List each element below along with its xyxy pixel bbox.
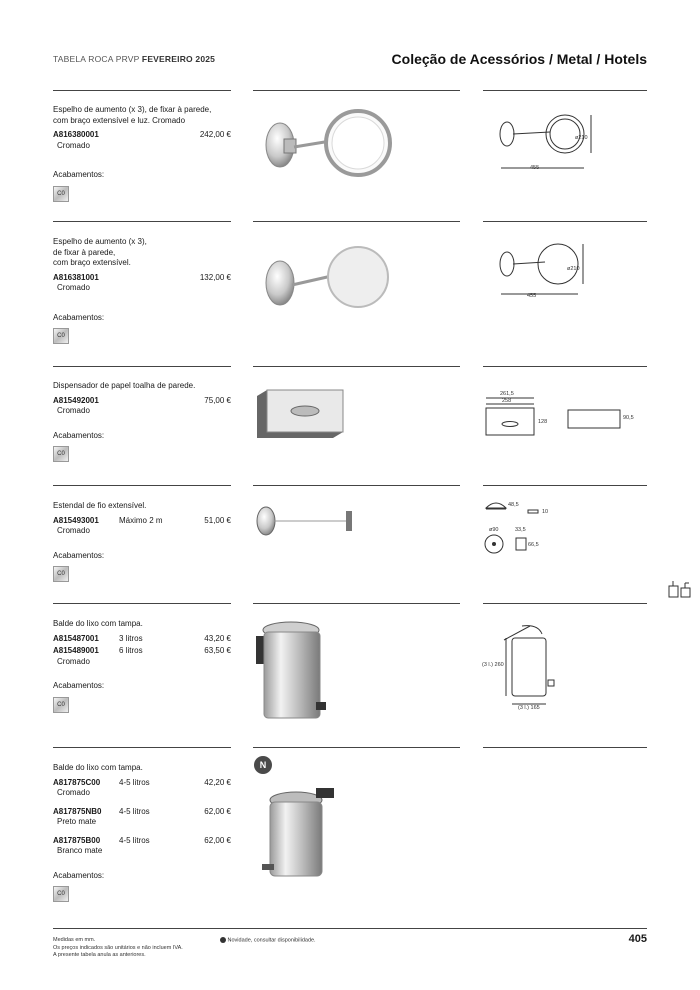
dimension-label: 455 (527, 293, 537, 299)
product-description: Espelho de aumento (x 3), de fixar à parede, com braço extensível e luz. Cromado (53, 105, 212, 125)
product-price: 51,00 € (204, 515, 231, 525)
divider (53, 603, 231, 604)
divider (483, 366, 647, 367)
finish-swatch[interactable]: C0 (53, 186, 69, 202)
divider (253, 485, 460, 486)
dimension-label: (3 l.) 165 (518, 705, 540, 711)
product-finish: Cromado (57, 406, 90, 415)
dimension-label: 33,5 (515, 527, 526, 533)
product-price: 43,20 € (204, 633, 231, 643)
product-section-mirror-light (53, 105, 231, 202)
dimension-label: ø90 (489, 527, 499, 533)
product-code: A817875C00 (53, 777, 101, 787)
product-capacity: 3 litros (119, 633, 143, 643)
finishes-label: Acabamentos: (53, 312, 105, 322)
divider (253, 221, 460, 222)
towel-dispenser-photo (255, 388, 345, 440)
product-price: 62,00 € (204, 835, 231, 845)
page-title: Coleção de Acessórios / Metal / Hotels (391, 51, 647, 67)
divider (253, 603, 460, 604)
product-price: 132,00 € (199, 272, 231, 282)
finishes-label: Acabamentos: (53, 870, 105, 880)
finish-swatch[interactable]: C0 (53, 446, 69, 462)
product-price: 242,00 € (199, 130, 231, 139)
product-code: A816381001 (53, 272, 99, 282)
product-finish: Cromado (57, 526, 90, 535)
product-code: A816380001 (53, 130, 99, 139)
product-row (53, 130, 231, 141)
product-description: Estendal de fio extensível. (53, 501, 147, 510)
dimension-label: 48,5 (508, 502, 519, 508)
product-code: A815492001 (53, 395, 99, 405)
finishes-label: Acabamentos: (53, 550, 105, 560)
dimension-label: 66,5 (528, 542, 539, 548)
product-section-clothesline (53, 501, 231, 582)
product-finish: Branco mate (57, 846, 103, 855)
product-row (53, 646, 231, 657)
bin-photo (256, 618, 336, 722)
product-finish: Cromado (57, 140, 90, 150)
divider (483, 90, 647, 91)
product-capacity: 4-5 litros (119, 806, 150, 816)
finish-swatch[interactable]: C0 (53, 566, 69, 582)
header-prefix: TABELA ROCA PRVP (53, 54, 140, 64)
product-finish: Cromado (57, 788, 90, 797)
product-capacity: Máximo 2 m (119, 515, 163, 525)
dimension-label: (3 l.) 260 (482, 662, 504, 668)
page-number: 405 (628, 933, 647, 945)
divider (483, 603, 647, 604)
mirror-light-drawing (495, 110, 605, 180)
bathroom-accessories-icon (668, 578, 692, 598)
product-description: Balde do lixo com tampa. (53, 763, 143, 772)
divider (53, 747, 231, 748)
footer-notes (53, 937, 183, 960)
mirror-drawing (495, 242, 605, 312)
new-badge-icon (220, 937, 226, 943)
new-product-badge: N (254, 756, 272, 774)
divider (253, 366, 460, 367)
mirror-photo (258, 245, 393, 325)
product-capacity: 6 litros (119, 646, 143, 655)
product-row (53, 836, 231, 847)
clothesline-photo (254, 503, 364, 539)
dimension-label: 128 (538, 419, 548, 425)
footer-note: Os preços indicados são unitários e não incluem IVA. (53, 944, 183, 951)
divider (253, 747, 460, 748)
dimension-label: 90,5 (623, 415, 634, 421)
header-date: FEVEREIRO 2025 (141, 54, 216, 64)
finishes-label: Acabamentos: (53, 430, 105, 440)
finishes-label: Acabamentos: (53, 681, 105, 690)
product-section-mirror (53, 237, 231, 344)
product-section-bin-new (53, 763, 231, 902)
finish-swatch[interactable]: C0 (53, 697, 69, 713)
product-code: A817875NB0 (53, 806, 102, 816)
divider (53, 366, 231, 367)
dimension-label: ø210 (567, 266, 580, 272)
product-price: 75,00 € (204, 395, 231, 405)
product-price: 42,20 € (204, 777, 231, 787)
divider (253, 90, 460, 91)
header-catalog-label (53, 54, 215, 64)
product-row (53, 396, 231, 407)
bin-new-photo (260, 786, 340, 880)
dimension-label: 455 (530, 165, 540, 171)
product-section-towel-dispenser (53, 381, 231, 462)
footer-novelty-note: Novidade, consultar disponibilidade. (220, 937, 316, 943)
clothesline-drawing (482, 498, 592, 558)
product-price: 62,00 € (204, 806, 231, 816)
finishes-label: Acabamentos: (53, 170, 105, 179)
product-row (53, 273, 231, 284)
product-description: Espelho de aumento (x 3), de fixar à parede, com braço extensível. (53, 237, 147, 267)
product-row (53, 778, 231, 789)
bin-drawing (482, 622, 572, 717)
divider (483, 221, 647, 222)
finish-swatch[interactable]: C0 (53, 328, 69, 344)
product-row (53, 516, 231, 527)
footer-note: Medidas em mm. (53, 937, 96, 943)
divider (53, 221, 231, 222)
finish-swatch[interactable]: C0 (53, 886, 69, 902)
product-code: A817875B00 (53, 835, 101, 845)
dimension-label: 261,5 (500, 391, 514, 397)
product-code: A815487001 (53, 633, 99, 643)
dimension-label: 10 (542, 509, 549, 515)
dimension-label: ø210 (575, 135, 588, 141)
product-finish: Preto mate (57, 817, 97, 826)
divider (53, 90, 231, 91)
divider (483, 747, 647, 748)
product-code: A815493001 (53, 515, 99, 525)
product-finish: Cromado (57, 656, 90, 666)
dimension-label: 258 (502, 398, 512, 404)
towel-dispenser-drawing (482, 390, 642, 440)
divider (53, 485, 231, 486)
mirror-light-photo (258, 105, 393, 185)
product-code: A815489001 (53, 646, 99, 655)
product-capacity: 4-5 litros (119, 777, 150, 787)
product-description: Dispensador de papel toalha de parede. (53, 381, 196, 390)
footer-note: A presente tabela anula as anteriores. (53, 952, 146, 958)
product-capacity: 4-5 litros (119, 835, 150, 845)
footer-divider (53, 928, 647, 929)
product-row (53, 634, 231, 645)
product-row (53, 807, 231, 818)
divider (483, 485, 647, 486)
product-description: Balde do lixo com tampa. (53, 619, 143, 628)
product-finish: Cromado (57, 283, 90, 292)
product-price: 63,50 € (204, 646, 231, 655)
product-section-bin (53, 619, 231, 713)
